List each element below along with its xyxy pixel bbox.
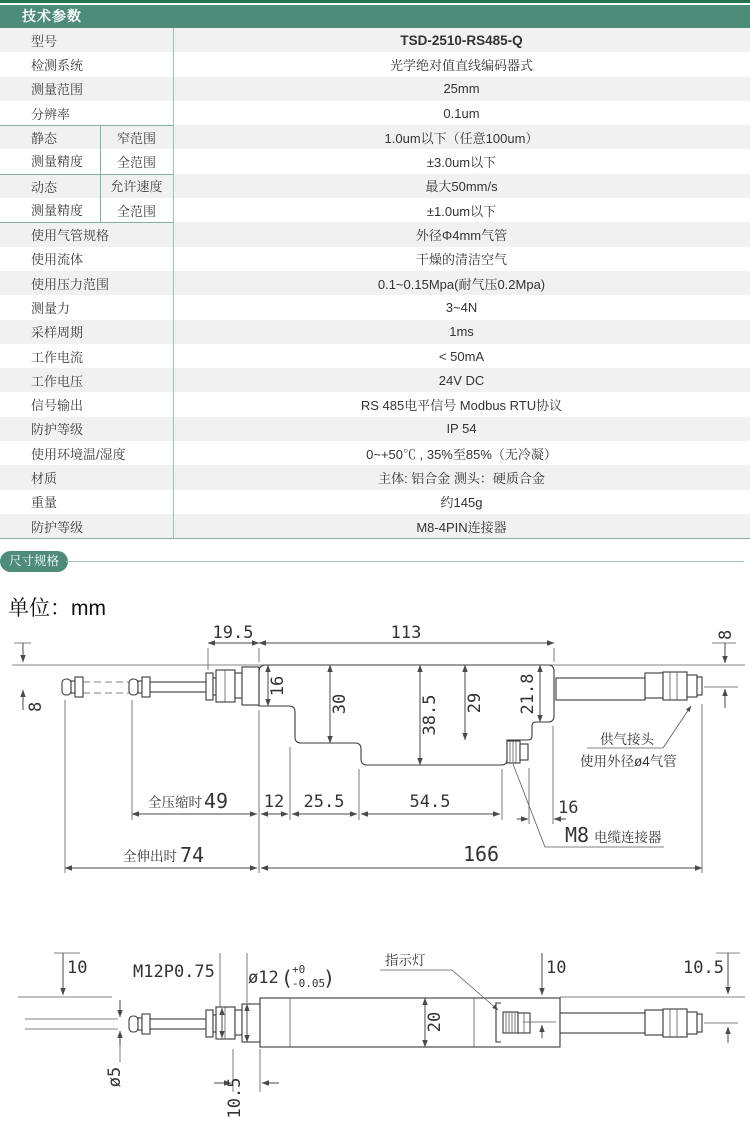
spindle-bushing xyxy=(206,1004,260,1042)
row-value: 光学绝对值直线编码器式 xyxy=(389,57,533,73)
table-block-separator xyxy=(0,125,173,126)
dim-extended-label: 全伸出时 xyxy=(123,849,177,864)
merged-row-label xyxy=(0,125,100,174)
table-row xyxy=(0,149,750,173)
merged-label-line: 动态 xyxy=(31,180,58,196)
row-label: 信号输出 xyxy=(31,398,84,414)
table-row xyxy=(0,417,750,441)
row-value: 最大50mm/s xyxy=(425,179,498,195)
merged-row-label xyxy=(0,174,100,223)
table-row xyxy=(0,222,750,246)
dim-12: 12 xyxy=(263,792,285,812)
m8-cable-connector xyxy=(507,741,528,763)
row-value: 1.0um以下（任意100um） xyxy=(384,130,539,146)
row-value: RS 485电平信号 Modbus RTU协议 xyxy=(360,398,563,414)
rear-shaft xyxy=(560,1013,645,1033)
row-value: M8-4PIN连接器 xyxy=(416,519,507,535)
row-value: 约145g xyxy=(440,495,483,511)
label-indicator-light: 指示灯 xyxy=(385,953,426,968)
row-label: 检测系统 xyxy=(31,57,84,73)
probe-tip-compressed xyxy=(129,677,150,697)
table-row xyxy=(0,174,750,198)
row-label: 防护等级 xyxy=(31,519,84,535)
dim-tol-plus: +0 xyxy=(292,963,306,976)
merged-label-line: 静态 xyxy=(31,131,58,147)
drawing-top-view xyxy=(18,952,745,1118)
table-bottom-border xyxy=(0,538,750,539)
dim-21-8: 21.8 xyxy=(518,673,538,715)
table-row xyxy=(0,490,750,514)
label-m8-cable-connector: 电缆连接器 xyxy=(594,830,662,845)
table-row xyxy=(0,198,750,222)
rear-shaft xyxy=(556,678,645,700)
section-badge-dimensions: 尺寸规格 xyxy=(0,551,68,572)
row-label: 重量 xyxy=(31,495,58,511)
row-label: 分辨率 xyxy=(31,106,71,122)
row-label: 工作电压 xyxy=(31,373,84,389)
dim-dia-5: ø5 xyxy=(105,1066,125,1088)
table-block-separator xyxy=(0,174,173,175)
row-value: < 50mA xyxy=(438,348,485,364)
sub-row-label: 全范围 xyxy=(116,203,156,219)
table-row xyxy=(0,101,750,125)
sub-row-label: 全范围 xyxy=(116,155,156,171)
row-label: 使用环境温/湿度 xyxy=(31,446,126,462)
dim-compressed-value: 49 xyxy=(204,789,229,813)
row-label: 材质 xyxy=(31,470,58,486)
dimension-drawings xyxy=(0,600,750,1122)
dim-19-5: 19.5 xyxy=(212,623,254,643)
dim-extended-value: 74 xyxy=(180,843,205,867)
static-accuracy-block xyxy=(0,125,750,174)
section-header-tech-params: 技术参数 xyxy=(0,5,750,28)
merged-label-line: 测量精度 xyxy=(31,154,84,170)
dim-10-5-right: 10.5 xyxy=(683,958,724,978)
row-value: 0.1um xyxy=(443,105,480,121)
sub-row-label: 允许速度 xyxy=(110,179,163,195)
dim-10-5-bottom: 10.5 xyxy=(225,1077,245,1119)
probe-rod xyxy=(150,682,207,692)
row-label: 工作电流 xyxy=(31,349,84,365)
row-value: 24V DC xyxy=(438,372,485,388)
dim-tol-minus: -0.05 xyxy=(292,977,326,990)
label-air-tube: 使用外径ø4气管 xyxy=(580,754,677,769)
table-row xyxy=(0,344,750,368)
dim-113: 113 xyxy=(390,623,422,643)
probe-rod xyxy=(150,1019,207,1029)
row-value: 0.1~0.15Mpa(耐气压0.2Mpa) xyxy=(377,276,546,292)
row-label: 型号 xyxy=(31,33,58,49)
row-label: 使用气管规格 xyxy=(31,228,110,244)
dim-16: 16 xyxy=(268,675,288,697)
dim-thread-m12: M12P0.75 xyxy=(133,962,215,982)
dim-30: 30 xyxy=(330,693,350,715)
label-air-fitting: 供气接头 xyxy=(600,732,654,747)
row-value: IP 54 xyxy=(446,421,477,437)
dim-tol-close-paren: ) xyxy=(323,966,336,990)
table-row xyxy=(0,441,750,465)
table-row xyxy=(0,125,750,149)
dim-29: 29 xyxy=(465,692,485,714)
dim-8-right: 8 xyxy=(716,629,736,640)
sub-row-label: 窄范围 xyxy=(116,130,156,146)
dim-compressed-label: 全压缩时 xyxy=(148,795,202,810)
row-value: 外径Φ4mm气管 xyxy=(415,228,508,244)
spindle-bushing xyxy=(206,667,259,705)
dim-dia-12: ø12 xyxy=(248,968,279,988)
dim-tol-open-paren: ( xyxy=(281,966,294,990)
table-row xyxy=(0,28,750,52)
row-value: ±3.0um以下 xyxy=(426,155,497,171)
air-fitting xyxy=(645,1009,702,1037)
dim-10-mid: 10 xyxy=(546,958,567,978)
dim-54-5: 54.5 xyxy=(409,792,451,812)
table-row xyxy=(0,514,750,538)
row-value: TSD-2510-RS485-Q xyxy=(400,32,523,48)
row-value: ±1.0um以下 xyxy=(426,203,497,219)
dim-10-left: 10 xyxy=(67,958,88,978)
top-accent-line xyxy=(0,0,750,3)
row-label: 使用流体 xyxy=(31,252,84,268)
probe-tip-extended xyxy=(62,677,83,697)
row-value: 干燥的清洁空气 xyxy=(415,252,507,268)
dynamic-accuracy-block xyxy=(0,174,750,223)
table-row xyxy=(0,77,750,101)
air-fitting xyxy=(645,672,702,700)
row-label: 测量范围 xyxy=(31,82,84,98)
dim-25-5: 25.5 xyxy=(303,792,345,812)
dim-8-left: 8 xyxy=(26,701,46,712)
table-row xyxy=(0,295,750,319)
table-block-separator xyxy=(0,222,173,223)
dim-38-5: 38.5 xyxy=(420,694,440,736)
dim-20: 20 xyxy=(425,1011,445,1033)
table-row xyxy=(0,368,750,392)
table-row xyxy=(0,392,750,416)
row-value: 主体: 铝合金 测头：硬质合金 xyxy=(378,470,545,486)
row-label: 防护等级 xyxy=(31,422,84,438)
row-label: 采样周期 xyxy=(31,325,84,341)
row-value: 1ms xyxy=(449,324,474,340)
probe-tip xyxy=(129,1014,150,1034)
row-value: 3~4N xyxy=(445,299,478,315)
table-row xyxy=(0,271,750,295)
table-row xyxy=(0,52,750,76)
dim-16-connector: 16 xyxy=(558,798,579,818)
drawing-side-view xyxy=(12,623,745,873)
table-column-divider xyxy=(173,28,174,539)
row-value: 0~+50℃ , 35%至85%（无冷凝） xyxy=(366,446,557,462)
table-row xyxy=(0,247,750,271)
merged-label-line: 测量精度 xyxy=(31,203,84,219)
unit-label: 单位：mm xyxy=(8,597,106,620)
section-badge-rule xyxy=(66,561,744,562)
table-row xyxy=(0,320,750,344)
spec-table xyxy=(0,28,750,539)
row-label: 使用压力范围 xyxy=(31,276,110,292)
table-row xyxy=(0,465,750,489)
label-m8: M8 xyxy=(565,823,590,847)
row-value: 25mm xyxy=(443,81,480,97)
dim-166: 166 xyxy=(462,842,500,866)
row-label: 测量力 xyxy=(31,300,71,316)
